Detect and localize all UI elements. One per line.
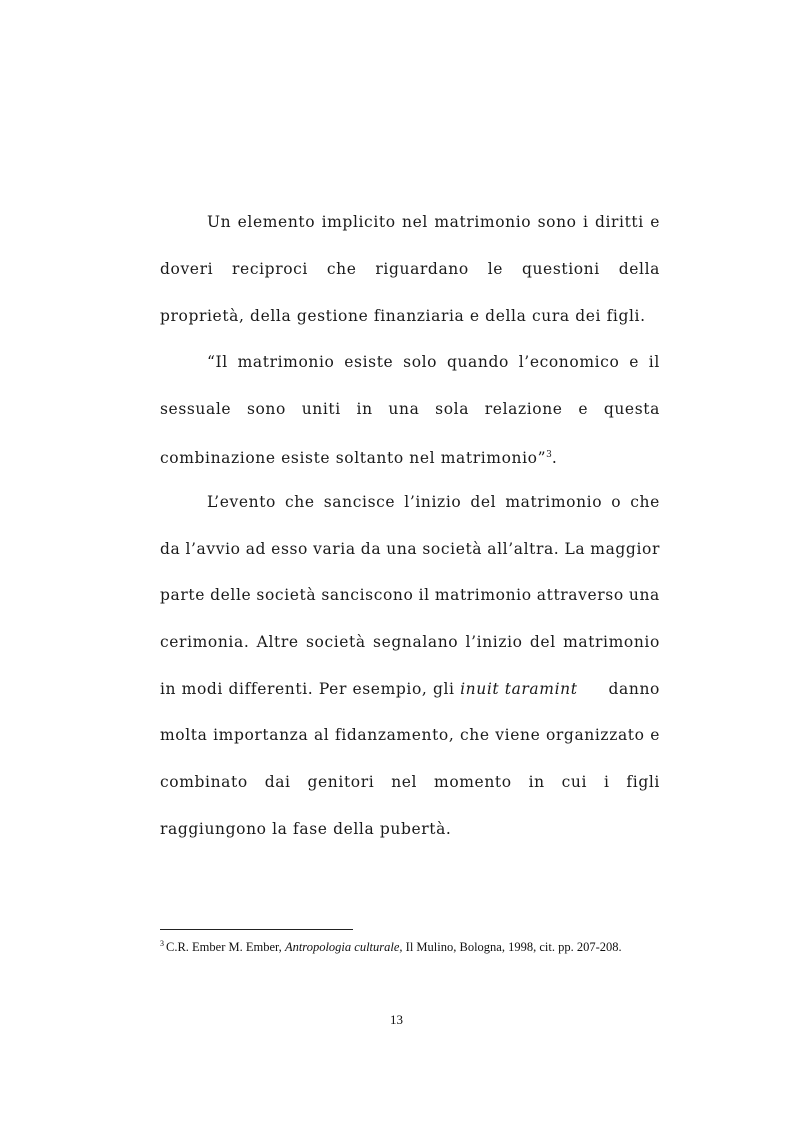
word: le xyxy=(487,260,504,278)
page-number: 13 xyxy=(390,1012,403,1027)
word: parte xyxy=(160,586,205,604)
word: combinato xyxy=(160,773,248,791)
word: varia xyxy=(313,540,356,558)
p2-line-3-text: combinazione esiste soltanto nel matrimonio” xyxy=(160,449,547,467)
word: all’altra. xyxy=(487,540,560,558)
word: sono xyxy=(246,400,286,418)
word: Altre xyxy=(256,633,299,651)
p3-line-4 xyxy=(160,632,660,652)
word: i xyxy=(603,773,610,791)
word: sessuale xyxy=(160,400,232,418)
word: l’inizio xyxy=(465,633,523,651)
word: una xyxy=(388,400,420,418)
word: questa xyxy=(603,400,660,418)
word: matrimonio xyxy=(434,213,532,231)
word: “Il xyxy=(207,353,228,371)
word: La xyxy=(564,540,586,558)
p3-line-8: raggiungono la fase della pubertà. xyxy=(160,820,452,838)
p3-line-2 xyxy=(160,539,660,559)
word: il xyxy=(648,353,660,371)
word: matrimonio xyxy=(563,633,660,651)
footnote-publisher: Il Mulino, Bologna, 1998, cit. pp. 207-208. xyxy=(402,940,622,954)
word: doveri xyxy=(160,260,214,278)
p3-line-7 xyxy=(160,772,660,792)
word: una xyxy=(386,540,418,558)
word: delle xyxy=(210,586,252,604)
p3-line-5 xyxy=(160,679,660,699)
word: che xyxy=(460,726,490,744)
word: Un xyxy=(207,213,232,231)
word: in xyxy=(356,400,373,418)
word: quando xyxy=(446,353,509,371)
word: maggior xyxy=(590,540,660,558)
p3-line-5-before xyxy=(160,679,578,699)
word: fidanzamento, xyxy=(334,726,455,744)
word: e xyxy=(650,726,660,744)
word: che xyxy=(630,493,660,511)
word: società xyxy=(305,633,366,651)
word: matrimonio xyxy=(237,353,335,371)
word: L’evento xyxy=(207,493,276,511)
word: società xyxy=(422,540,483,558)
word: cerimonia. xyxy=(160,633,250,651)
word: figli xyxy=(626,773,660,791)
word: momento xyxy=(434,773,512,791)
word: riguardano xyxy=(375,260,469,278)
word: società xyxy=(256,586,317,604)
word: segnalano xyxy=(373,633,459,651)
footnote xyxy=(160,936,680,955)
word: reciproci xyxy=(232,260,308,278)
footnote-reference: 3 xyxy=(546,450,552,460)
word: matrimonio xyxy=(505,493,603,511)
word: in xyxy=(528,773,545,791)
p3-line-5-before-text: in modi differenti. Per esempio, gli xyxy=(160,680,461,698)
p2-line-3 xyxy=(160,445,660,468)
p3-line-6 xyxy=(160,725,660,745)
word: che xyxy=(285,493,315,511)
word: molta xyxy=(160,726,208,744)
word: diritti xyxy=(594,213,644,231)
footnote-separator xyxy=(160,929,353,930)
footnote-title: Antropologia culturale, xyxy=(284,940,403,954)
p1-line-2 xyxy=(160,259,660,279)
word: del xyxy=(470,493,497,511)
word: implicito xyxy=(321,213,396,231)
word: sono xyxy=(537,213,577,231)
p3-line-1 xyxy=(207,492,660,512)
word: e xyxy=(650,213,660,231)
word: sola xyxy=(435,400,470,418)
word: l’economico xyxy=(518,353,620,371)
p3-line-5-after: danno xyxy=(608,680,660,698)
word: da xyxy=(160,540,181,558)
p2-line-1 xyxy=(207,352,660,372)
word: sancisce xyxy=(323,493,396,511)
p2-line-2 xyxy=(160,399,660,419)
word: uniti xyxy=(301,400,341,418)
word: sanciscono xyxy=(321,586,414,604)
word: da xyxy=(360,540,382,558)
italic-term: inuit taramint xyxy=(460,680,578,698)
word: solo xyxy=(403,353,438,371)
word: l’inizio xyxy=(404,493,462,511)
word: viene xyxy=(495,726,541,744)
word: elemento xyxy=(237,213,316,231)
word: della xyxy=(618,260,660,278)
word: attraverso xyxy=(536,586,624,604)
p2-line-3-end: . xyxy=(551,449,558,467)
word: organizzato xyxy=(545,726,645,744)
word: nel xyxy=(402,213,428,231)
word: il xyxy=(418,586,430,604)
word: e xyxy=(629,353,639,371)
word: al xyxy=(313,726,330,744)
word: e xyxy=(578,400,589,418)
footnote-authors: C.R. Ember M. Ember, xyxy=(166,940,285,954)
p1-line-1 xyxy=(207,212,660,232)
word: esso xyxy=(271,540,308,558)
p1-line-3: proprietà, della gestione finanziaria e della cura dei figli. xyxy=(160,307,646,325)
word: dai xyxy=(264,773,291,791)
word: ad xyxy=(245,540,267,558)
footnote-number: 3 xyxy=(160,939,164,948)
word: relazione xyxy=(484,400,563,418)
word: che xyxy=(326,260,357,278)
word: esiste xyxy=(344,353,394,371)
word: una xyxy=(628,586,660,604)
word: i xyxy=(583,213,589,231)
word: l’avvio xyxy=(185,540,241,558)
word: cui xyxy=(561,773,588,791)
word: genitori xyxy=(307,773,375,791)
word: o xyxy=(611,493,622,511)
word: nel xyxy=(391,773,418,791)
p3-line-3 xyxy=(160,585,660,605)
word: importanza xyxy=(213,726,309,744)
word: del xyxy=(529,633,556,651)
word: questioni xyxy=(521,260,600,278)
word: matrimonio xyxy=(434,586,532,604)
